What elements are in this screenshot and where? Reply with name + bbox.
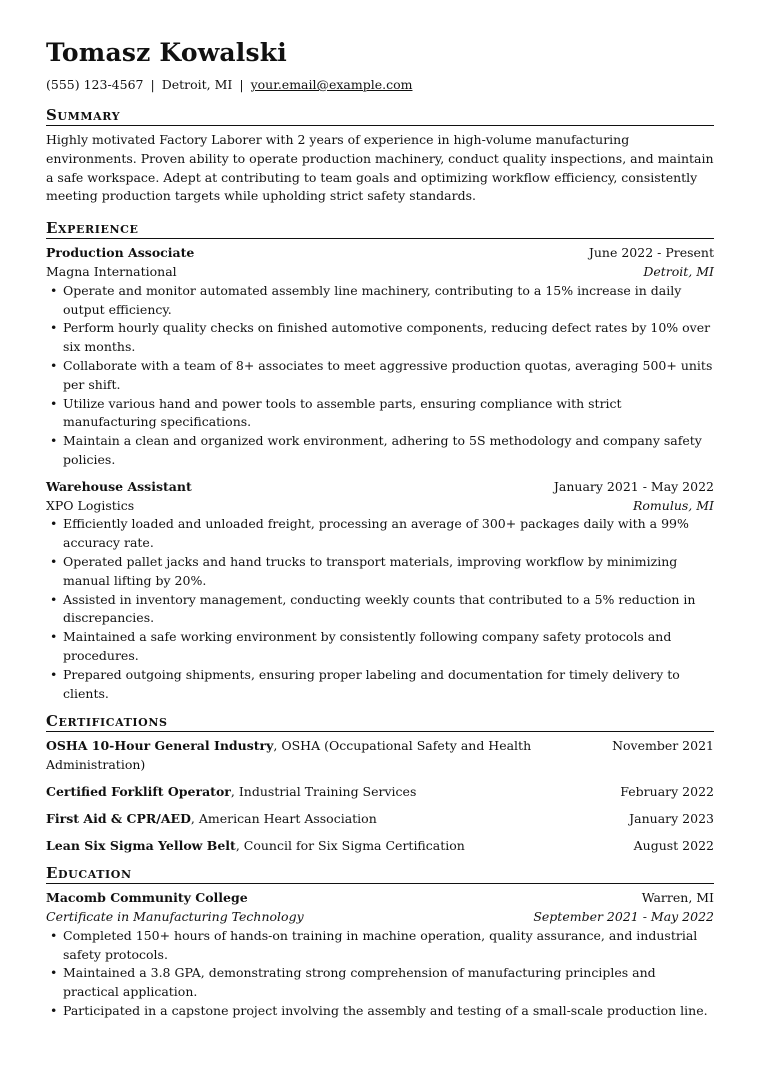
- email-link[interactable]: your.email@example.com: [250, 77, 413, 92]
- job-role: Production Associate: [46, 245, 195, 261]
- job-location: Romulus, MI: [633, 497, 714, 513]
- certification-item: [46, 783, 714, 802]
- education-heading: Education: [46, 863, 714, 884]
- education-header-row: [46, 889, 714, 908]
- job-bullets: [46, 282, 714, 470]
- certifications-list: [46, 737, 714, 855]
- education-dates: September 2021 - May 2022: [533, 909, 714, 925]
- job-location: Detroit, MI: [643, 263, 714, 279]
- candidate-name: Tomasz Kowalski: [46, 38, 288, 67]
- school-name: Macomb Community College: [46, 890, 248, 906]
- job-company: XPO Logistics: [46, 497, 135, 513]
- job-company-row: [46, 263, 714, 282]
- list-item: • Assisted in inventory management, conducting weekly counts that contributed to a 5% reduction in discrepancies.: [63, 591, 714, 629]
- list-item: • Collaborate with a team of 8+ associates to meet aggressive production quotas, averaging 500+ units per shift.: [63, 357, 714, 395]
- list-item: • Maintained a 3.8 GPA, demonstrating strong comprehension of manufacturing principles and practical application.: [63, 964, 714, 1002]
- certification-item: [46, 810, 714, 829]
- certification-date: November 2021: [612, 738, 714, 754]
- education-program-row: [46, 908, 714, 927]
- list-item: • Participated in a capstone project involving the assembly and testing of a small-scale production line.: [63, 1002, 714, 1021]
- certification-item: [46, 837, 714, 856]
- certification-issuer: , OSHA (Occupational Safety and Health Administration): [46, 738, 532, 773]
- job-header-row: [46, 244, 714, 263]
- certifications-heading: Certifications: [46, 711, 714, 732]
- certification-name: Certified Forklift Operator: [46, 783, 231, 799]
- list-item: • Prepared outgoing shipments, ensuring proper labeling and documentation for timely delivery to clients.: [63, 666, 714, 704]
- contact-separator: |: [239, 77, 244, 92]
- job-role: Warehouse Assistant: [46, 478, 192, 494]
- education-bullets: [46, 927, 714, 1021]
- job-company: Magna International: [46, 263, 177, 279]
- list-item: • Perform hourly quality checks on finished automotive components, reducing defect rates by 10% over six months.: [63, 319, 714, 357]
- certification-date: August 2022: [633, 837, 714, 853]
- location-text: Detroit, MI: [161, 77, 233, 92]
- certification-issuer: , Council for Six Sigma Certification: [235, 837, 465, 853]
- education-entry: [46, 889, 714, 1021]
- summary-text: Highly motivated Factory Laborer with 2 years of experience in high-volume manufacturing environments. Proven ability to operate production machinery, conduct quality inspections, and maintain a safe workspace. Adept at contributing to team goals and optimizing workflow efficiency, consistently meeting production targets while upholding strict safety standards.: [46, 132, 714, 204]
- list-item: • Utilize various hand and power tools to assemble parts, ensuring compliance with strict manufacturing specifications.: [63, 395, 714, 433]
- job-bullets: [46, 515, 714, 703]
- list-item: • Completed 150+ hours of hands-on training in machine operation, quality assurance, and industrial safety protocols.: [63, 927, 714, 965]
- phone-number: (555) 123-4567: [46, 77, 144, 92]
- certification-date: February 2022: [620, 783, 714, 799]
- experience-heading: Experience: [46, 218, 714, 239]
- contact-line: [46, 76, 714, 94]
- list-item: • Operated pallet jacks and hand trucks to transport materials, improving workflow by minimizing manual lifting by 20%.: [63, 553, 714, 591]
- list-item: • Maintain a clean and organized work environment, adhering to 5S methodology and company safety policies.: [63, 432, 714, 470]
- job-dates: January 2021 - May 2022: [553, 478, 714, 494]
- certification-issuer: , Industrial Training Services: [230, 783, 417, 799]
- certification-name: OSHA 10-Hour General Industry: [46, 738, 274, 754]
- job-company-row: [46, 497, 714, 516]
- certification-issuer: , American Heart Association: [190, 810, 377, 826]
- certification-item: [46, 737, 714, 775]
- school-location: Warren, MI: [641, 890, 714, 906]
- job-header-row: [46, 478, 714, 497]
- job-entry: [46, 478, 714, 704]
- list-item: • Maintained a safe working environment by consistently following company safety protocols and procedures.: [63, 628, 714, 666]
- job-entry: [46, 244, 714, 470]
- summary-heading: Summary: [46, 105, 714, 126]
- certification-name: First Aid & CPR/AED: [46, 810, 191, 826]
- job-dates: June 2022 - Present: [588, 245, 714, 261]
- contact-separator: |: [150, 77, 155, 92]
- list-item: • Operate and monitor automated assembly line machinery, contributing to a 15% increase in daily output efficiency.: [63, 282, 714, 320]
- certification-date: January 2023: [629, 810, 714, 826]
- certification-name: Lean Six Sigma Yellow Belt: [46, 837, 236, 853]
- list-item: • Efficiently loaded and unloaded freight, processing an average of 300+ packages daily with a 99% accuracy rate.: [63, 515, 714, 553]
- program-name: Certificate in Manufacturing Technology: [46, 909, 304, 925]
